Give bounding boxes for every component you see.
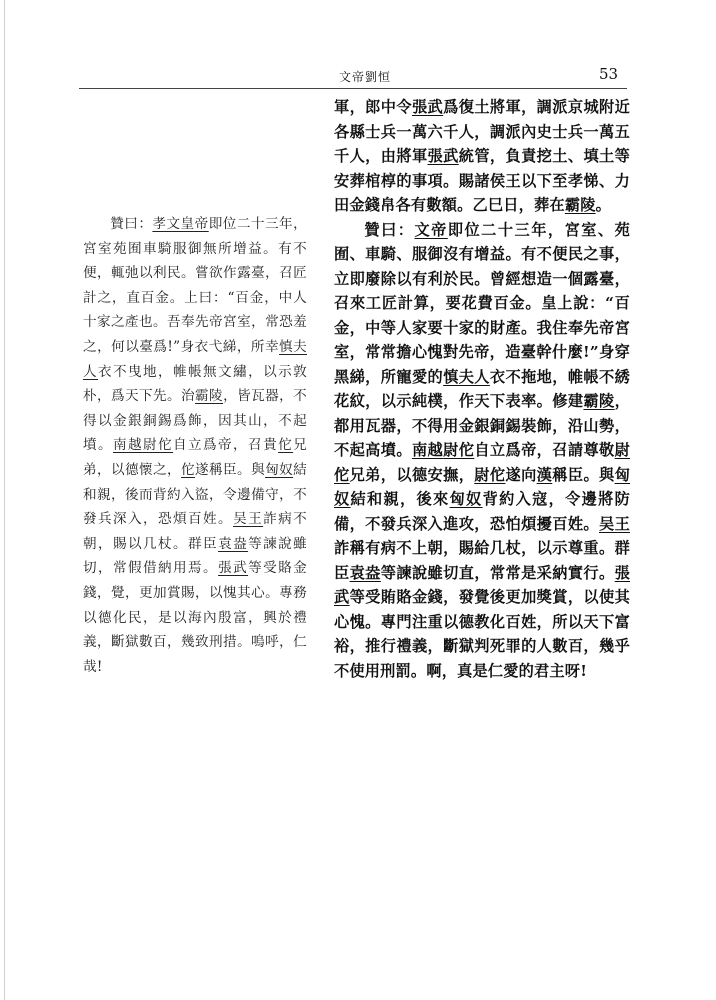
proper-name-underlined: 匈奴	[265, 461, 294, 478]
text-run: 遂向	[505, 465, 537, 484]
text-run: 詐病不朝，賜以几杖。群臣	[83, 511, 308, 552]
text-run: 兄弟，以德安撫，	[349, 465, 475, 484]
text-run: 兄弟，以德懷之，	[83, 437, 307, 478]
page-header	[0, 60, 716, 90]
proper-name-underlined: 霸陵	[195, 388, 224, 405]
text-run: 軍，郎中令	[334, 98, 412, 116]
proper-name-underlined: 佗	[181, 461, 196, 478]
proper-name-underlined: 吴王	[233, 511, 264, 528]
text-run: 贊曰：	[364, 220, 415, 239]
text-run: 統管，負責挖土、填土等安葬棺椁的事項。賜諸侯王以下至孝悌、力田金錢帛各有數額。乙巳日，葬在	[334, 147, 631, 214]
running-title: 文帝劉恒	[339, 70, 392, 84]
text-run: 詐稱有病不上朝，賜給几杖，以示尊重。群臣	[334, 539, 630, 582]
proper-name-underlined: 尉佗	[143, 437, 174, 454]
translation-paragraph-2	[334, 218, 630, 684]
proper-name-underlined: 孝文皇帝	[152, 216, 209, 232]
page-number: 53	[599, 65, 619, 83]
text-run: 等受賄賂金錢，發覺後更加獎賞，以使其心愧。專門注重以德教化百姓，所以天下富裕，推行禮義，斷獄判死罪的人數百，幾乎不使用刑罰。啊，真是仁愛的君主呀!	[334, 588, 630, 680]
proper-name-underlined: 張武	[334, 563, 631, 606]
text-run: 爲復土將軍，調派京城附近各縣士兵一萬六千人，調派內史士兵一萬五千人，由將軍	[334, 98, 631, 165]
proper-name-underlined: 匈奴	[334, 465, 631, 508]
text-run: 衣不曳地，帷帳無文繡，以示敦朴，爲天下先。治	[83, 363, 307, 405]
text-run: 贊曰：	[110, 216, 153, 232]
text-run: 遂稱臣。與	[195, 461, 266, 478]
text-run: 等受賂金錢，覺，更加賞賜，以愧其心。專務以德化民，是以海內殷富，興於禮義，斷獄數百，幾致刑措。嗚呼，仁哉!	[83, 560, 307, 675]
text-run: 稱臣。與	[552, 465, 615, 484]
text-run: 背約入寇，令邊將防備，不發兵深入進攻，恐怕煩擾百姓。	[334, 490, 630, 533]
proper-name-underlined: 文帝	[414, 220, 448, 239]
classical-text-column	[83, 212, 307, 679]
proper-name-underlined: 漢	[536, 465, 553, 484]
translation-paragraph-1	[334, 95, 630, 218]
translation-text-column	[334, 95, 630, 683]
proper-name-underlined: 慎夫人	[83, 338, 307, 380]
proper-name-underlined: 尉佗	[443, 441, 475, 459]
proper-name-underlined: 佗	[278, 437, 294, 454]
text-run: 衣不拖地，帷帳不綉花紋，以示純樸，作天下表率。修建	[334, 367, 630, 410]
text-run: 即位二十三年，宮室、苑囿、車騎、服御沒有增益。有不便民之事，立即廢除以有利於民。曾經想造一個露臺，召來工匠計算，要花費百金。皇上說：“百金，中等人家要十家的財產。我住奉先帝宮室，常常擔心愧對先帝，造臺幹什麼!”身穿黑綈，所寵愛的	[334, 220, 631, 386]
proper-name-underlined: 袁盎	[349, 563, 381, 582]
proper-name-underlined: 慎夫人	[443, 367, 490, 386]
proper-name-underlined: 南越	[411, 441, 444, 459]
text-run: 即位二十三年，宮室苑囿車騎服御無所增益。有不便，輒弛以利民。嘗欲作露臺，召匠計之，直百金。上曰：“百金，中人十家之產也。吾奉先帝宮室，常恐羞之，何以臺爲!”身衣弋綈，所幸	[83, 216, 307, 355]
proper-name-underlined: 袁盎	[218, 535, 249, 552]
text-run: 。	[595, 196, 611, 214]
header-rule	[79, 88, 627, 89]
proper-name-underlined: 匈奴	[449, 490, 483, 508]
proper-name-underlined: 尉佗	[474, 465, 506, 484]
page-edge-line	[4, 0, 5, 1000]
classical-paragraph	[83, 212, 307, 679]
proper-name-underlined: 張武	[427, 147, 459, 165]
text-run: 等諫說雖切直，常常是采納實行。	[380, 563, 615, 582]
proper-name-underlined: 霸陵	[583, 392, 615, 410]
proper-name-underlined: 張武	[411, 98, 444, 116]
text-run: ，都用瓦器，不得用金銀銅錫裝飾，沿山勢，不起高墳。	[334, 392, 631, 459]
proper-name-underlined: 吴王	[599, 514, 630, 533]
text-run: ，皆瓦器，不得以金銀銅錫爲飾，因其山，不起墳。	[83, 388, 307, 454]
proper-name-underlined: 霸陵	[564, 196, 596, 214]
proper-name-underlined: 尉佗	[334, 441, 631, 484]
proper-name-underlined: 南越	[113, 437, 144, 454]
text-run: 自立爲帝，召請尊敬	[474, 441, 615, 459]
text-run: 等諫說雖切，常假借納用焉。	[83, 535, 307, 577]
proper-name-underlined: 張武	[218, 560, 249, 577]
text-run: 自立爲帝，召貴	[173, 437, 279, 454]
text-run: 結和親，後來	[350, 490, 450, 508]
text-run: 結和親，後而背約入盜，令邊備守，不發兵深入，恐煩百姓。	[83, 461, 307, 528]
